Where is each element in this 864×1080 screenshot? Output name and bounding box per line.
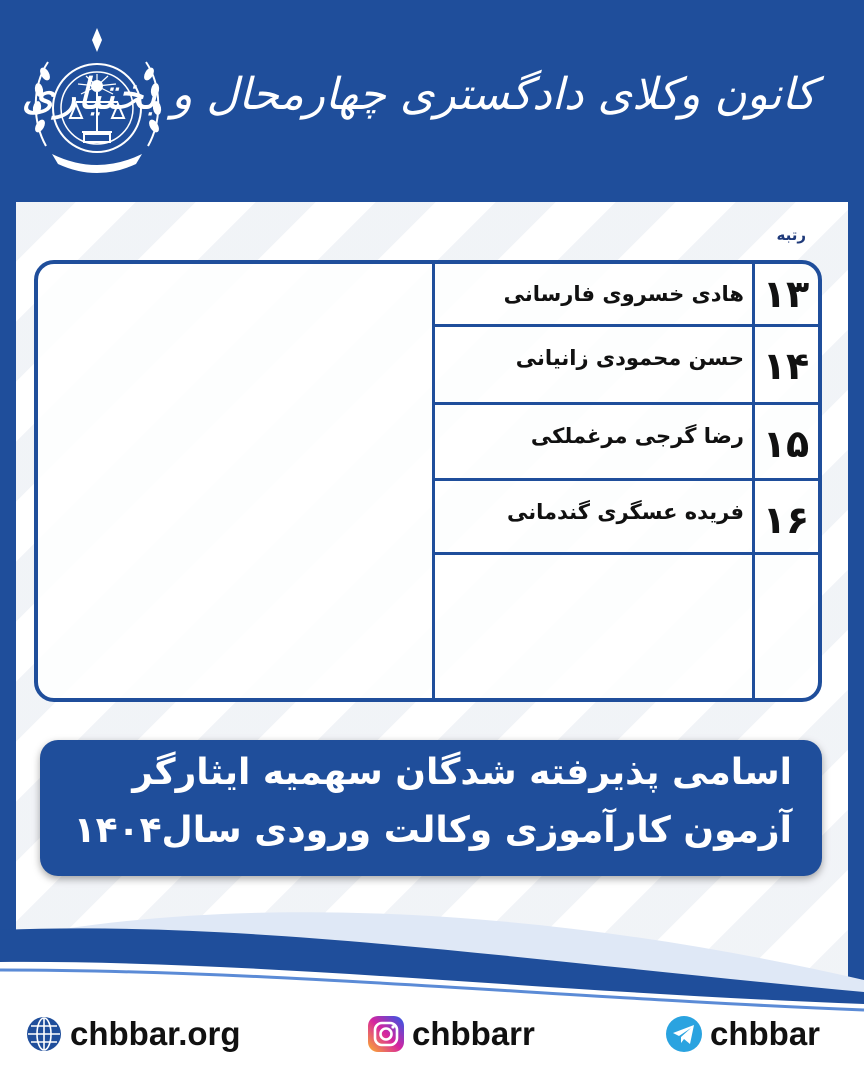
rank-column-header: رتبه	[776, 226, 806, 244]
decorative-waves	[0, 900, 864, 1020]
website-link[interactable]	[24, 1012, 241, 1056]
name-cell: رضا گرجی مرغملکی	[530, 424, 744, 448]
globe-icon	[24, 1014, 64, 1054]
website-label: chbbar.org	[70, 1015, 241, 1052]
name-cell: فریده عسگری گندمانی	[506, 500, 744, 524]
header	[0, 0, 864, 200]
telegram-icon	[664, 1014, 704, 1054]
instagram-label: chbbarr	[412, 1015, 535, 1052]
name-cell: هادی خسروی فارسانی	[503, 282, 744, 306]
telegram-link[interactable]	[664, 1012, 820, 1056]
caption-line-2: آزمون کارآموزی وکالت ورودی سال۱۴۰۴	[73, 810, 792, 851]
results-table	[34, 260, 822, 702]
rank-cell: ۱۶	[762, 498, 810, 542]
instagram-icon	[366, 1014, 406, 1054]
instagram-link[interactable]	[366, 1012, 535, 1056]
name-cell: حسن محمودی زانیانی	[515, 346, 744, 370]
rank-cell: ۱۵	[762, 422, 810, 466]
organization-title: کانون وکلای دادگستری چهارمحال و بختیاری	[20, 69, 816, 120]
rank-cell: ۱۴	[762, 344, 810, 388]
announcement-caption	[40, 740, 822, 876]
telegram-label: chbbar	[710, 1015, 821, 1052]
caption-line-1: اسامی پذیرفته شدگان سهمیه ایثارگر	[132, 752, 792, 793]
table-divider	[432, 264, 435, 698]
rank-cell: ۱۳	[762, 272, 810, 316]
